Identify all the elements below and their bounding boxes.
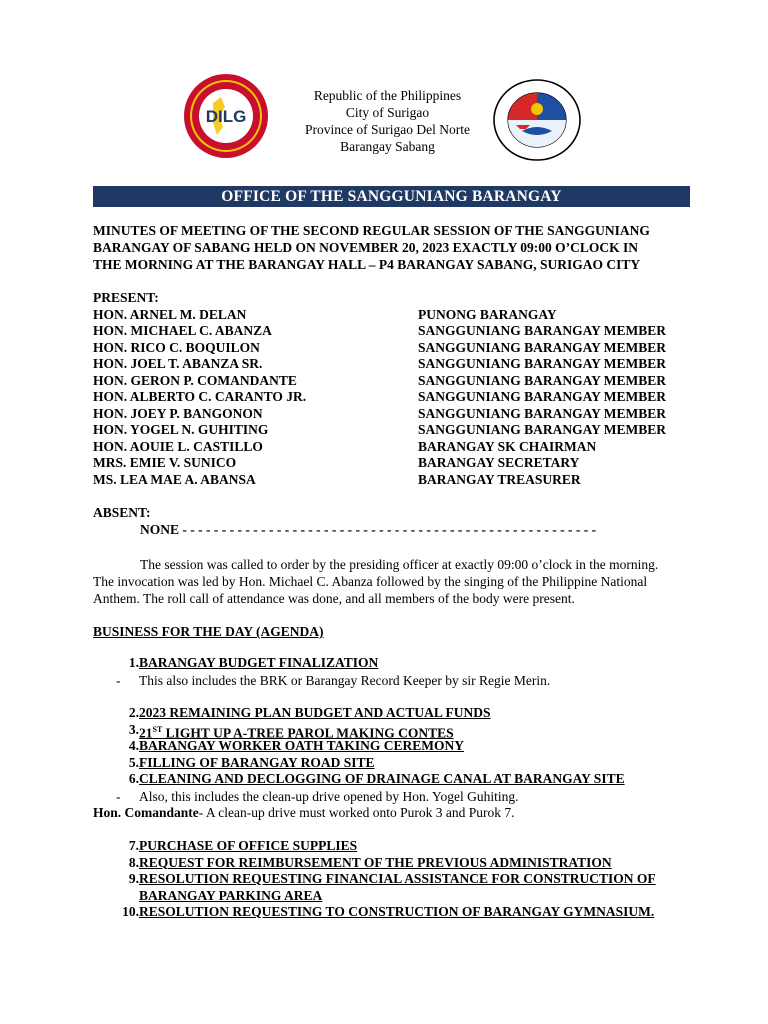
opening-line-1: The session was called to order by the presiding officer at exactly 09:00 o’clock in the morning. [140, 557, 659, 572]
header-line-country: Republic of the Philippines [313, 88, 462, 103]
agenda-label-ordinal: 21 [139, 725, 153, 740]
agenda-number: 2. [128, 705, 139, 720]
agenda-label: RESOLUTION REQUESTING FINANCIAL ASSISTANCE FOR CONSTRUCTION OF [139, 871, 656, 886]
agenda-label: BARANGAY WORKER OATH TAKING CEREMONY [139, 738, 465, 753]
agenda-note [116, 789, 518, 805]
note-dash: - [116, 789, 121, 804]
agenda-label: RESOLUTION REQUESTING TO CONSTRUCTION OF BARANGAY GYMNASIUM. [139, 904, 655, 919]
header-line-city: City of Surigao [345, 105, 430, 120]
title-line-3: THE MORNING AT THE BARANGAY HALL – P4 BARANGAY SABANG, SURIGAO CITY [93, 257, 641, 272]
agenda-item [113, 705, 491, 722]
attendee-name: MS. LEA MAE A. ABANSA [93, 471, 256, 487]
comandante-label: Hon. Comandante [93, 805, 199, 820]
attendee-name: HON. ALBERTO C. CARANTO JR. [93, 389, 307, 404]
attendee-row [93, 472, 693, 488]
agenda-label-rest: LIGHT UP A-TREE PAROL MAKING CONTES [162, 725, 454, 740]
attendee-position: SANGGUNIANG BARANGAY MEMBER [418, 323, 667, 338]
title-line-1: MINUTES OF MEETING OF THE SECOND REGULAR SESSION OF THE SANGGUNIANG [93, 223, 650, 238]
agenda-number: 4. [128, 738, 139, 753]
barangay-sabang-seal [492, 79, 582, 161]
comandante-note [93, 805, 514, 821]
note-text: This also includes the BRK or Barangay Record Keeper by sir Regie Merin. [139, 673, 551, 688]
attendee-row [93, 323, 693, 339]
comandante-text: - A clean-up drive must worked onto Purok 3 and Purok 7. [198, 805, 515, 820]
attendee-position: SANGGUNIANG BARANGAY MEMBER [418, 405, 667, 421]
agenda-item [113, 838, 358, 855]
attendee-name: HON. MICHAEL C. ABANZA [93, 323, 272, 338]
present-label: PRESENT: [93, 290, 159, 305]
agenda-number: 3. [128, 721, 139, 737]
attendee-position: BARANGAY SECRETARY [418, 455, 580, 470]
agenda-label: REQUEST FOR REIMBURSEMENT OF THE PREVIOUS ADMINISTRATION [139, 854, 612, 870]
opening-line-3: Anthem. The roll call of attendance was done, and all members of the body were present. [93, 591, 575, 606]
agenda-heading: BUSINESS FOR THE DAY (AGENDA) [93, 624, 324, 639]
attendee-row [93, 373, 693, 389]
agenda-label: CLEANING AND DECLOGGING OF DRAINAGE CANAL AT BARANGAY SITE [139, 771, 625, 786]
header-line-province: Province of Surigao Del Norte [305, 122, 470, 137]
attendee-row [93, 455, 693, 471]
agenda-item [113, 904, 655, 921]
agenda-item [113, 738, 465, 755]
attendee-position: SANGGUNIANG BARANGAY MEMBER [418, 389, 667, 404]
attendee-name: HON. JOEL T. ABANZA SR. [93, 356, 263, 371]
header-address [290, 87, 485, 155]
attendee-position: SANGGUNIANG BARANGAY MEMBER [418, 339, 667, 355]
agenda-item [113, 655, 379, 672]
agenda-label: PURCHASE OF OFFICE SUPPLIES [139, 838, 358, 853]
agenda-item [113, 754, 375, 772]
agenda-number: 9. [128, 871, 139, 886]
attendee-name: HON. AOUIE L. CASTILLO [93, 438, 263, 454]
agenda-label: FILLING OF BARANGAY ROAD SITE [139, 754, 375, 770]
agenda-label-superscript: ST [152, 724, 163, 734]
agenda-label: 2023 REMAINING PLAN BUDGET AND ACTUAL FUNDS [139, 705, 491, 720]
agenda-item [113, 871, 656, 888]
note-dash: - [116, 673, 121, 688]
agenda-number: 7. [128, 838, 139, 853]
attendee-name: HON. GERON P. COMANDANTE [93, 372, 297, 388]
agenda-number: 10. [122, 904, 139, 919]
agenda-label: BARANGAY BUDGET FINALIZATION [139, 655, 379, 670]
agenda-number: 5. [128, 754, 139, 770]
attendee-name: MRS. EMIE V. SUNICO [93, 455, 237, 470]
attendee-position: SANGGUNIANG BARANGAY MEMBER [418, 422, 667, 437]
attendee-name: HON. ARNEL M. DELAN [93, 306, 247, 322]
dilg-logo-text: DILG [205, 107, 247, 126]
note-text: Also, this includes the clean-up drive opened by Hon. Yogel Guhiting. [139, 789, 519, 804]
dilg-logo [183, 73, 269, 159]
agenda-number: 6. [128, 771, 139, 786]
attendee-row [93, 439, 693, 455]
agenda-item [113, 771, 625, 788]
title-line-2: BARANGAY OF SABANG HELD ON NOVEMBER 20, 2023 EXACTLY 09:00 O’CLOCK IN [93, 240, 639, 255]
absent-label: ABSENT: [93, 505, 151, 520]
attendee-position: BARANGAY TREASURER [418, 471, 581, 487]
attendee-name: HON. YOGEL N. GUHITING [93, 422, 269, 437]
agenda-item [113, 854, 612, 872]
header-line-barangay: Barangay Sabang [340, 139, 435, 154]
agenda-item [113, 721, 454, 740]
agenda-number: 8. [128, 854, 139, 870]
attendee-position: SANGGUNIANG BARANGAY MEMBER [418, 372, 667, 388]
agenda-number: 1. [128, 655, 139, 670]
attendee-position: PUNONG BARANGAY [418, 306, 557, 322]
agenda-note [116, 673, 550, 689]
attendee-position: SANGGUNIANG BARANGAY MEMBER [418, 356, 667, 371]
attendee-row [93, 389, 693, 405]
attendee-row [93, 340, 693, 356]
attendee-name: HON. JOEY P. BANGONON [93, 405, 263, 421]
attendee-position: BARANGAY SK CHAIRMAN [418, 438, 597, 454]
attendee-row [93, 356, 693, 372]
attendee-row [93, 406, 693, 422]
absent-value: NONE - - - - - - - - - - - - - - - - - - - - - - - - - - - - - - - - - - - - - - - - - - - - - - - - - - - - - [140, 521, 597, 537]
office-banner: OFFICE OF THE SANGGUNIANG BARANGAY [93, 186, 690, 207]
agenda-label: BARANGAY PARKING AREA [139, 887, 323, 903]
attendee-name: HON. RICO C. BOQUILON [93, 339, 260, 355]
attendee-row [93, 307, 693, 323]
attendee-row [93, 422, 693, 438]
opening-line-2: The invocation was led by Hon. Michael C. Abanza followed by the singing of the Philippine National [93, 574, 648, 589]
